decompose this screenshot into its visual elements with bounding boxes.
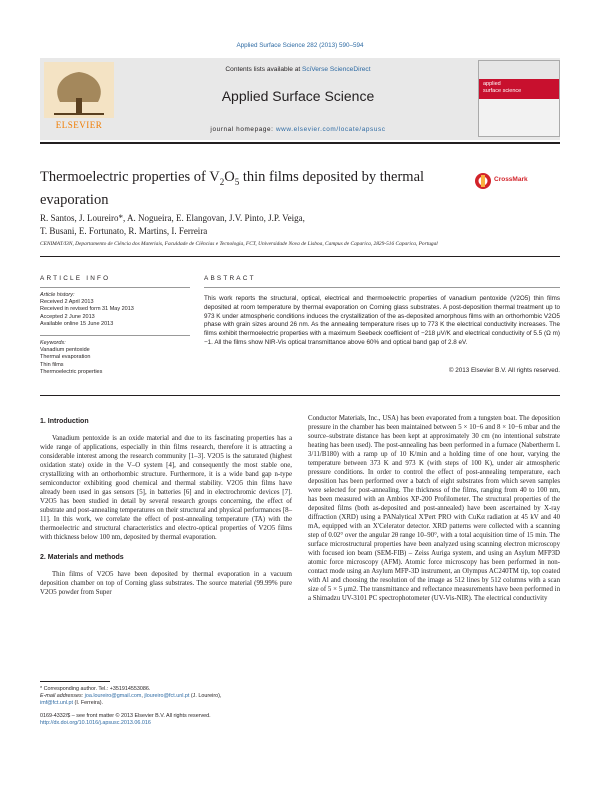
history-revised: Received in revised form 31 May 2013 — [40, 306, 134, 313]
email-link[interactable]: joa.loureiro@gmail.com — [84, 693, 142, 699]
contents-line: Contents lists available at SciVerse ScienceDirect — [225, 66, 371, 73]
keywords-label: Keywords: — [40, 340, 66, 346]
keyword-item: Vanadium pentoxide — [40, 347, 90, 354]
history-accepted: Accepted 2 June 2013 — [40, 313, 95, 320]
right-column-text: Conductor Materials, Inc., USA) has been evaporated from a tungsten boat. The deposition pressure in the chamber has been maintained between 5 × 10−6 and 8 × 10−6 mbar and the source–substrate distance has been kept at approximately 30 cm (no intentional substrate heating has been used). The post-annealing has been performed in a furnace (Nabertherm L 3/11/B180) with a ramp up of 10 K/min and a holding time of one hour, varying the temperature between 373 K and 973 K (with steps of 100 K), under air atmospheric pressure conditions. In order to control the effect of post-annealing temperature, each deposition has been performed over a batch of eight substrates from which seven samples were selected for post-annealing. The thickness of the films, ranging from 40 to 100 nm, has been measured with an Ambios XP-200 Profilometer. The structural properties of the deposited films (both as-deposited and post-annealed) have been ascertained by X-ray diffraction (XRD) using a PANalytical X'Pert PRO with CuKα radiation at 45 kV and 40 mA, equipped with an X'Celerator detector. XRD patterns were collected with a scanning step of 0.02° over the angular 2θ range 10–90°, with a total acquisition time of 15 min. The surface microstructural properties have been analyzed using scanning electron microscopy with focused ion beam (SEM-FIB) – Zeiss Auriga system, and using an Asylum MFP3D atomic force microscopy (AFM). Atomic force microscopy has been performed in non-contact mode using an Asylum MFP-3D instrument, an Olympus AC240TM tip, top coated with Al and choosing the resolution of the image as 512 lines by 512 columns with a scan size of 5 × 5 μm2. The transmittance and reflectance measurements have been performed in a Shimadzu UV-3101 PC spectrophotometer (UV-Vis-NIR). The electrical conductivity — [308, 415, 560, 602]
section-1-text: Vanadium pentoxide is an oxide material and due to its fascinating properties has a wide range of applications, especially in thin films research, therefore it is attracting a considerable interest among the research community [1–3]. V2O5 is the saturated (highest oxidation state) oxide in the V–O system [4], and consequently the most stable one, crystallizing with an orthorhombic structure. Furthermore, it is a wide band gap n-type semiconductor exhibiting good chemical and thermal stability. V2O5 thin films have already been used in gas sensors [5], in batteries [6] and in electrochromic devices [7]. V2O5 has been studied in detail by several research groups concerning, the effect of substrate and post-annealing temperatures on their structural and physical performances [8–11]. In this work, we correlate the effect of post-annealing temperature (TA) with the thermoelectric and structural characteristics and electro-optical properties of V2O5 films with thickness below 100 nm, deposited by thermal evaporation. — [40, 435, 292, 541]
doi-link[interactable]: http://dx.doi.org/10.1016/j.apsusc.2013.06.016 — [40, 720, 151, 726]
author-list — [40, 212, 560, 238]
email-owner: (I. Ferreira). — [73, 700, 103, 706]
sciencedirect-link[interactable]: SciVerse ScienceDirect — [302, 66, 371, 73]
footnotes: * Corresponding author. Tel.: +351914553086. E-mail addresses: joa.loureiro@gmail.com, jloureiro@fct.unl.pt (J. Loureiro), imf@fct.unl.pt (I. Ferreira). 0169-4332/$ – see front matter © 2013 Elsevier B.V. All rights reserved. http://dx.doi.org/10.1016/j.apsusc.2013.06.016 — [40, 686, 292, 727]
crossmark-badge[interactable] — [474, 172, 544, 190]
email-link[interactable]: imf@fct.unl.pt — [40, 700, 74, 706]
keywords-rule — [40, 335, 190, 336]
abstract-heading: ABSTRACT — [204, 275, 256, 282]
title-divider — [40, 256, 560, 257]
section-1-title: 1. Introduction — [40, 418, 89, 425]
abstract-rule — [204, 287, 560, 288]
cover-title-line2: surface science — [483, 88, 522, 94]
authors-line-2: T. Busani, E. Fortunato, R. Martins, I. Ferreira — [40, 226, 208, 236]
email-link[interactable]: jloureiro@fct.unl.pt — [144, 693, 190, 699]
issn-line: 0169-4332/$ – see front matter © 2013 Elsevier B.V. All rights reserved. — [40, 713, 211, 719]
keyword-item: Thermal evaporation — [40, 354, 91, 361]
elsevier-logo[interactable] — [40, 60, 118, 132]
section-2-title: 2. Materials and methods — [40, 554, 124, 561]
journal-homepage: journal homepage: www.elsevier.com/locate/apsusc — [210, 126, 386, 133]
elsevier-wordmark: ELSEVIER — [55, 120, 103, 130]
affiliation: CENIMAT/I3N, Departamento de Ciência dos Materiais, Faculdade de Ciências e Tecnologia, FCT, Universidade Nova de Lisboa, Campus de Caparica, 2829-516 Caparica, Portugal — [40, 241, 438, 247]
article-info-heading: ARTICLE INFO — [40, 275, 111, 282]
keyword-item: Thermoelectric properties — [40, 368, 103, 375]
journal-cover[interactable] — [478, 60, 560, 137]
abstract-copyright: © 2013 Elsevier B.V. All rights reserved. — [448, 367, 560, 374]
crossmark-icon — [474, 172, 492, 190]
history-received: Received 2 April 2013 — [40, 299, 94, 306]
article-title: Thermoelectric properties of $V_2O_5$ thin films deposited by thermal evaporation — [40, 169, 425, 208]
left-column — [40, 418, 292, 597]
header-divider — [40, 142, 560, 144]
keywords-block — [40, 340, 190, 376]
journal-citation[interactable]: Applied Surface Science 282 (2013) 590–594 — [236, 42, 364, 49]
cover-title-line1: applied — [483, 81, 501, 87]
email-label: E-mail addresses: — [40, 693, 85, 699]
journal-title: Applied Surface Science — [221, 88, 375, 104]
authors-line-1: R. Santos, J. Loureiro*, A. Nogueira, E. Elangovan, J.V. Pinto, J.P. Veiga, — [40, 213, 305, 223]
keyword-item: Thin films — [40, 361, 64, 368]
crossmark-label: CrossMark — [494, 176, 528, 183]
footnote-rule — [40, 681, 110, 682]
section-2-text: Thin films of V2O5 have been deposited by thermal evaporation in a vacuum deposition chamber on top of Corning glass substrates. The source material (99.99% pure V2O5 powder from Super — [40, 571, 292, 596]
article-history — [40, 292, 190, 328]
abstract-divider — [40, 395, 560, 396]
history-online: Available online 15 June 2013 — [40, 320, 114, 327]
email-owner: (J. Loureiro), — [189, 693, 222, 699]
article-info-rule — [40, 287, 190, 288]
corresponding-author: * Corresponding author. Tel.: +351914553086. — [40, 686, 151, 692]
history-label: Article history: — [40, 292, 75, 298]
homepage-link[interactable]: www.elsevier.com/locate/apsusc — [275, 126, 386, 133]
abstract-text: This work reports the structural, optical, electrical and thermoelectric properties of vanadium pentoxide (V2O5) thin films deposited at room temperature by thermal evaporation on Corning glass substrates. A post-deposition thermal treatment up to 973 K under atmospheric conditions induces the crystallization of the as-deposited amorphous films with an orthorhombic V2O5 phase with grain sizes around 26 nm. As the annealing temperature rises up to 773 K the electrical conductivity increases. The films exhibit thermoelectric properties with a maximum Seebeck coefficient of −218 μV/K and electrical conductivity of 5.5 (Ω m)−1. All the films show NIR-Vis optical transmittance above 60% and optical band gap of 2.8 eV. — [204, 295, 560, 346]
